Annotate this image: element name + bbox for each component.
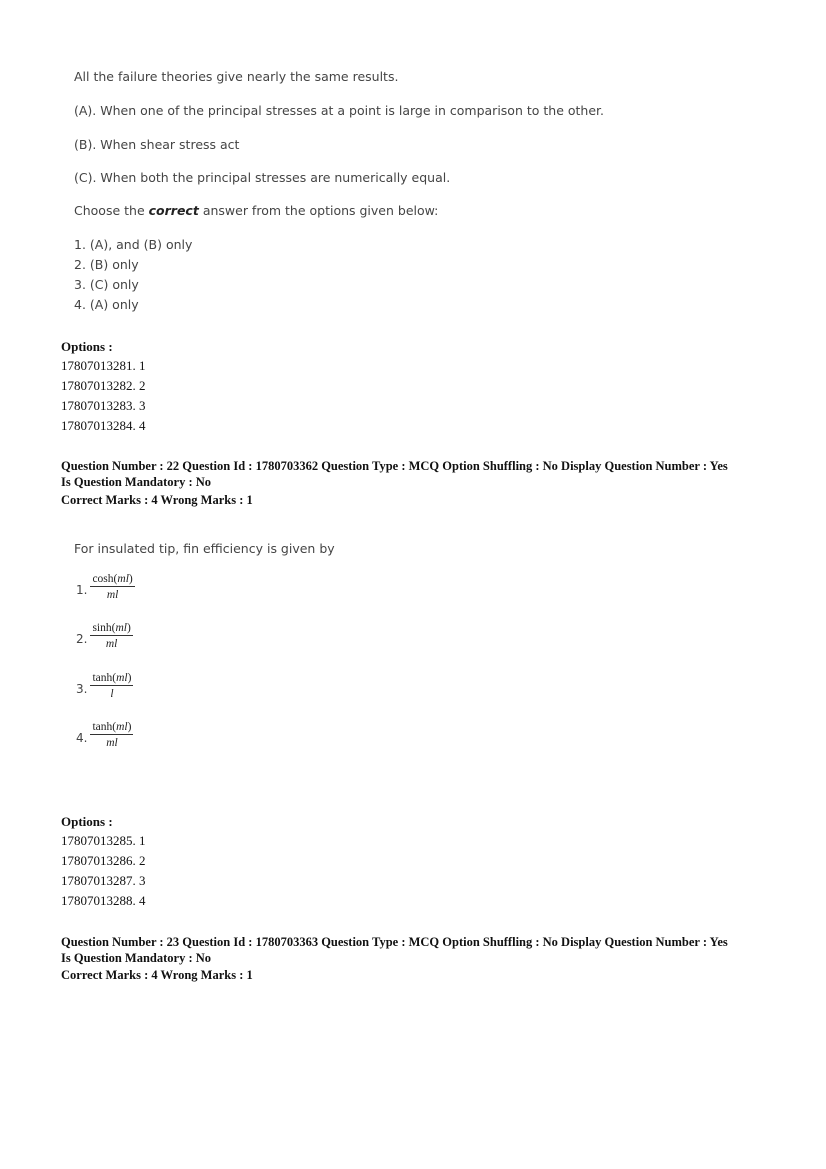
q21-answer-2: 2. (B) only — [74, 257, 139, 272]
q22-option-2: 17807013286. 2 — [61, 853, 146, 868]
choose-suffix: answer from the options given below: — [202, 203, 439, 218]
q21-statement-b: (B). When shear stress act — [74, 137, 240, 152]
q22-header-line1: Question Number : 22 Question Id : 1780703362 Question Type : MCQ Option Shuffling : No Display Question Number : Yes — [61, 459, 728, 473]
q21-option-3: 17807013283. 3 — [61, 398, 146, 413]
choose-prefix: Choose the — [74, 203, 145, 218]
q21-statement-c: (C). When both the principal stresses are numerically equal. — [74, 170, 451, 185]
fn-name: tanh — [92, 721, 113, 733]
q22-option-1: 17807013285. 1 — [61, 833, 146, 848]
q22-header-line3: Correct Marks : 4 Wrong Marks : 1 — [61, 493, 253, 507]
choice-number: 1. — [76, 582, 88, 597]
q22-option-3: 17807013287. 3 — [61, 873, 146, 888]
q22-choice-3 — [76, 671, 133, 702]
fn-name: sinh — [92, 622, 112, 634]
choice-number: 4. — [76, 730, 88, 745]
fraction: $\frac{\tanh(ml)}{ml}$ — [92, 721, 132, 749]
denominator: ml — [106, 589, 119, 601]
fraction: $\frac{\tanh(ml)}{l}$ — [92, 672, 132, 700]
q21-option-4: 17807013284. 4 — [61, 418, 146, 433]
choose-emphasis: correct — [148, 203, 199, 218]
q21-answer-1: 1. (A), and (B) only — [74, 237, 193, 252]
choice-number: 3. — [76, 681, 88, 696]
q22-choice-2 — [76, 621, 133, 652]
q23-header-line2: Is Question Mandatory : No — [61, 951, 212, 965]
q22-option-4: 17807013288. 4 — [61, 893, 146, 908]
fn-arg: ml — [116, 721, 128, 733]
fn-arg: ml — [116, 672, 128, 684]
fn-name: cosh — [92, 573, 114, 585]
choice-number: 2. — [76, 631, 88, 646]
q22-question-text: For insulated tip, fin efficiency is given by — [74, 541, 335, 556]
fn-arg: ml — [115, 622, 127, 634]
q21-answer-3: 3. (C) only — [74, 277, 139, 292]
q21-choose-instruction — [74, 203, 438, 218]
q22-options-label: Options : — [61, 814, 113, 829]
q21-statement: All the failure theories give nearly the same results. — [74, 69, 399, 84]
q23-header-line1: Question Number : 23 Question Id : 1780703363 Question Type : MCQ Option Shuffling : No Display Question Number : Yes — [61, 935, 728, 949]
q22-choice-4 — [76, 720, 133, 751]
q22-header-line2: Is Question Mandatory : No — [61, 475, 212, 489]
q21-option-2: 17807013282. 2 — [61, 378, 146, 393]
fn-arg: ml — [117, 573, 129, 585]
fn-name: tanh — [92, 672, 113, 684]
q23-header-line3: Correct Marks : 4 Wrong Marks : 1 — [61, 968, 253, 982]
fraction: $\frac{\sinh(ml)}{ml}$ — [92, 622, 131, 650]
denominator: l — [110, 688, 114, 700]
q21-options-label: Options : — [61, 339, 113, 354]
q22-choice-1 — [76, 572, 135, 603]
fraction: $\frac{\cosh(ml)}{ml}$ — [92, 573, 133, 601]
denominator: ml — [106, 737, 118, 749]
denominator: ml — [105, 638, 118, 650]
q21-answer-4: 4. (A) only — [74, 297, 139, 312]
q21-option-1: 17807013281. 1 — [61, 358, 146, 373]
q21-statement-a: (A). When one of the principal stresses at a point is large in comparison to the other. — [74, 103, 604, 118]
